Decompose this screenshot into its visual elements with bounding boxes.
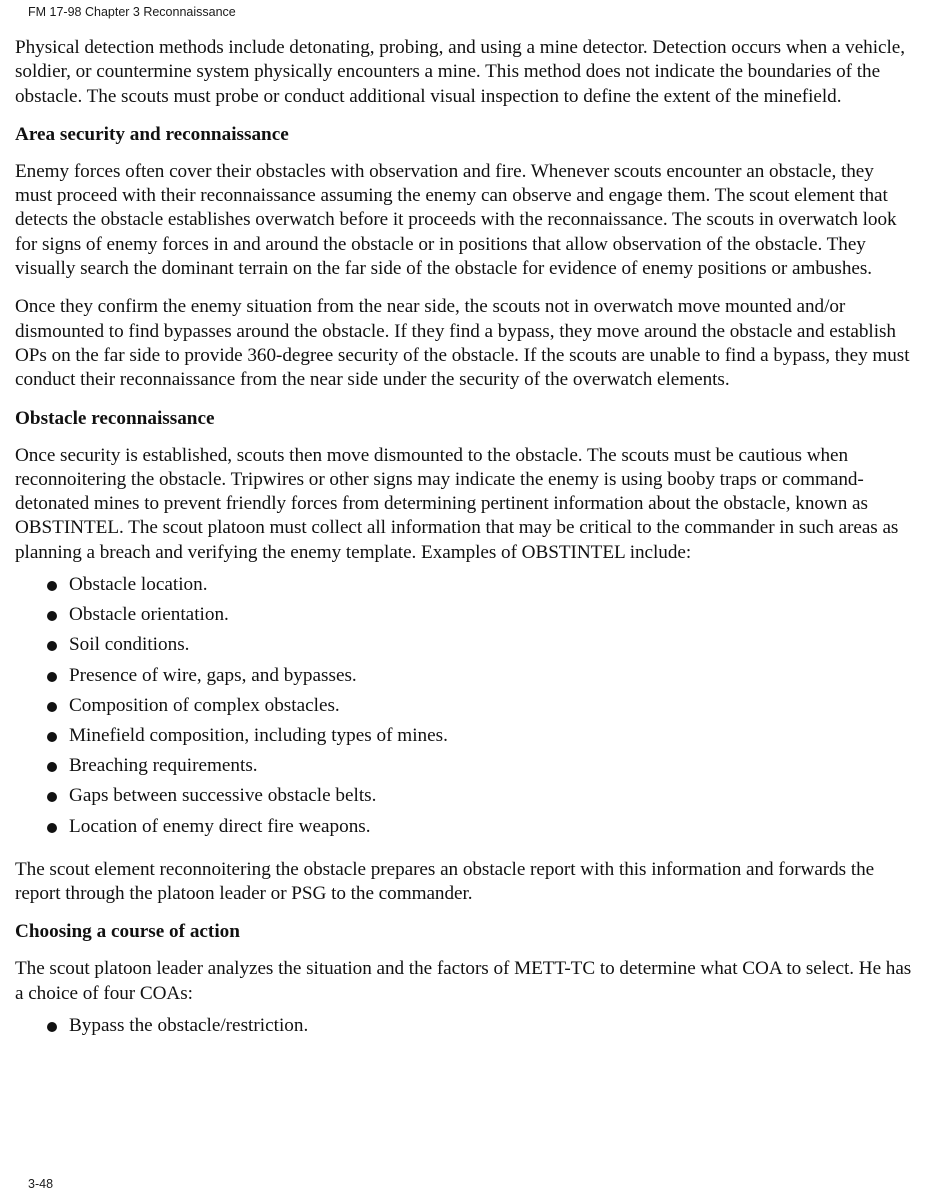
list-item-text: Obstacle location. bbox=[69, 574, 208, 596]
bullet-icon bbox=[47, 641, 57, 651]
list-item bbox=[15, 633, 915, 663]
list-item-text: Composition of complex obstacles. bbox=[69, 694, 340, 716]
coa-list bbox=[15, 1014, 915, 1044]
course-of-action-paragraph: The scout platoon leader analyzes the situation and the factors of METT-TC to determine what COA to select. He has a choice of four COAs: bbox=[15, 958, 912, 1004]
list-item bbox=[15, 815, 915, 845]
bullet-icon bbox=[47, 672, 57, 682]
running-header: FM 17-98 Chapter 3 Reconnaissance bbox=[28, 5, 236, 19]
obstintel-list bbox=[15, 573, 915, 845]
area-security-paragraph-1: Enemy forces often cover their obstacles with observation and fire. Whenever scouts encounter an obstacle, they must proceed with their reconnaissance assuming the enemy can observe and engage them. The scout element that detects the obstacle establishes overwatch before it proceeds with the reconnaissance. The scouts in overwatch look for signs of enemy forces in and around the obstacle or in positions that allow observation of the obstacle. They visually search the dominant terrain on the far side of the obstacle for evidence of enemy positions or ambushes. bbox=[15, 160, 897, 280]
list-item bbox=[15, 603, 915, 633]
bullet-icon bbox=[47, 792, 57, 802]
document-body bbox=[15, 36, 915, 1057]
list-item-text: Obstacle orientation. bbox=[69, 604, 229, 626]
obstacle-recon-paragraph: Once security is established, scouts then move dismounted to the obstacle. The scouts must be cautious when reconnoitering the obstacle. Tripwires or other signs may indicate the enemy is using booby traps or command-detonated mines to prevent friendly forces from determining pertinent information about the obstacle, known as OBSTINTEL. The scout platoon must collect all information that may be critical to the commander in such areas as planning a breach and verifying the enemy template. Examples of OBSTINTEL include: bbox=[15, 444, 899, 563]
bullet-icon bbox=[47, 1022, 57, 1032]
bullet-icon bbox=[47, 762, 57, 772]
list-item bbox=[15, 784, 915, 814]
list-item-text: Breaching requirements. bbox=[69, 755, 258, 777]
bullet-icon bbox=[47, 732, 57, 742]
intro-paragraph: Physical detection methods include detonating, probing, and using a mine detector. Detection occurs when a vehicle, soldier, or countermine system physically encounters a mine. This method does not indicate the boundaries of the obstacle. The scouts must probe or conduct additional visual inspection to define the extent of the minefield. bbox=[15, 37, 905, 107]
list-item-text: Minefield composition, including types of mines. bbox=[69, 724, 448, 746]
bullet-icon bbox=[47, 581, 57, 591]
bullet-icon bbox=[47, 823, 57, 833]
list-item-text: Presence of wire, gaps, and bypasses. bbox=[69, 664, 357, 686]
section-heading-obstacle-reconnaissance: Obstacle reconnaissance bbox=[15, 407, 215, 429]
section-heading-area-security: Area security and reconnaissance bbox=[15, 123, 289, 145]
list-item bbox=[15, 724, 915, 754]
page-number: 3-48 bbox=[28, 1177, 54, 1191]
list-item-text: Bypass the obstacle/restriction. bbox=[69, 1014, 309, 1036]
area-security-paragraph-2: Once they confirm the enemy situation from the near side, the scouts not in overwatch move mounted and/or dismounted to find bypasses around the obstacle. If they find a bypass, they move around the obstacle and establish OPs on the far side to provide 360-degree security of the obstacle. If the scouts are unable to find a bypass, they must conduct their reconnaissance from the near side under the security of the overwatch elements. bbox=[15, 296, 910, 391]
list-item bbox=[15, 754, 915, 784]
list-item bbox=[15, 664, 915, 694]
bullet-icon bbox=[47, 611, 57, 621]
list-item bbox=[15, 573, 915, 603]
bullet-icon bbox=[47, 702, 57, 712]
list-item-text: Soil conditions. bbox=[69, 634, 190, 656]
obstacle-report-paragraph: The scout element reconnoitering the obstacle prepares an obstacle report with this information and forwards the report through the platoon leader or PSG to the commander. bbox=[15, 858, 875, 905]
list-item-text: Gaps between successive obstacle belts. bbox=[69, 785, 377, 807]
list-item-text: Location of enemy direct fire weapons. bbox=[69, 815, 371, 837]
list-item bbox=[15, 1014, 915, 1044]
section-heading-course-of-action: Choosing a course of action bbox=[15, 921, 240, 943]
list-item bbox=[15, 694, 915, 724]
